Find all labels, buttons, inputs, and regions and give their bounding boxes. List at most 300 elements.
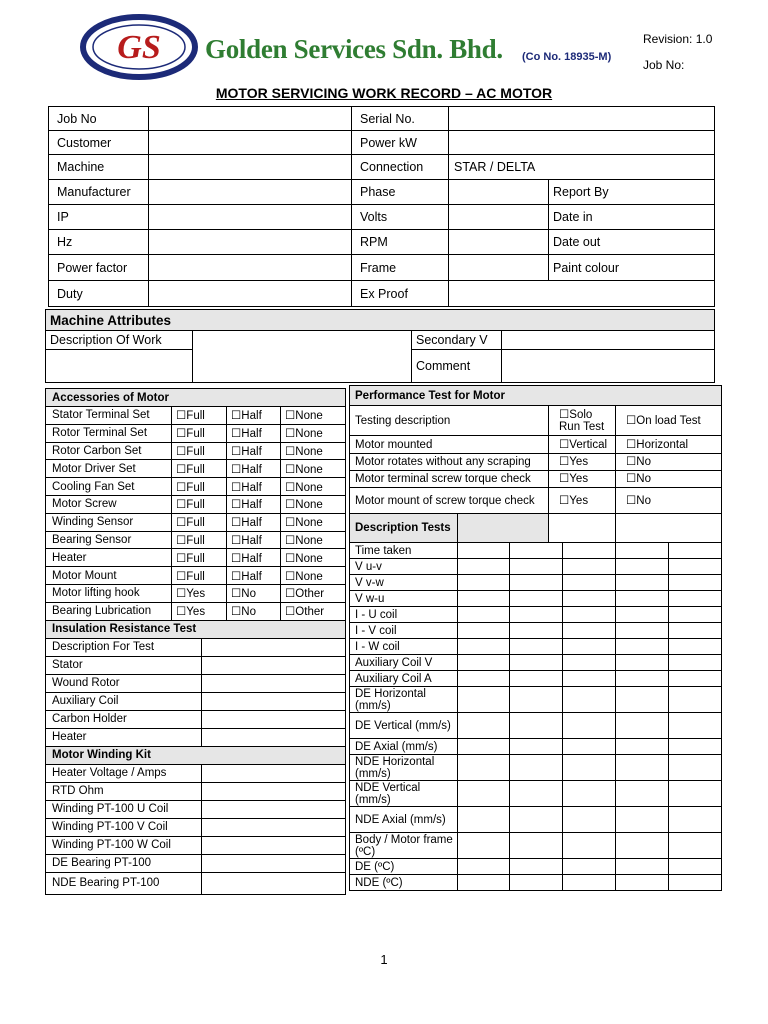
winding-kit-field[interactable] — [202, 782, 346, 800]
test-value[interactable] — [458, 543, 510, 559]
test-value[interactable] — [616, 639, 669, 655]
test-label: DE (ºC) — [350, 859, 458, 875]
info-label: Manufacturer — [49, 180, 149, 205]
test-row — [350, 575, 722, 591]
test-value[interactable] — [669, 623, 722, 639]
test-row — [350, 623, 722, 639]
test-label: NDE Vertical (mm/s) — [350, 781, 458, 807]
test-value[interactable] — [458, 655, 510, 671]
section-heading-row — [46, 746, 346, 764]
test-value[interactable] — [458, 755, 510, 781]
test-value[interactable] — [616, 833, 669, 859]
insulation-label: Description For Test — [46, 638, 202, 656]
info-label: Phase — [352, 180, 449, 205]
info-label: Job No — [49, 107, 149, 131]
performance-check-option-2[interactable]: ☐On load Test — [616, 406, 722, 436]
test-value[interactable] — [616, 781, 669, 807]
info-label: Duty — [49, 281, 149, 307]
accessory-option-2[interactable]: ☐Half — [227, 424, 281, 442]
test-row — [350, 671, 722, 687]
info-field[interactable] — [449, 255, 549, 281]
winding-kit-row — [46, 872, 346, 894]
test-value[interactable] — [458, 623, 510, 639]
test-value[interactable] — [510, 833, 563, 859]
test-value[interactable] — [616, 713, 669, 739]
info-label: Serial No. — [352, 107, 449, 131]
winding-kit-row — [46, 818, 346, 836]
document-title: MOTOR SERVICING WORK RECORD – AC MOTOR — [215, 85, 553, 101]
test-value[interactable] — [563, 575, 616, 591]
winding-kit-field[interactable] — [202, 818, 346, 836]
test-value[interactable] — [669, 543, 722, 559]
tests-heading-row — [350, 514, 722, 543]
info-field[interactable] — [149, 155, 352, 180]
test-value[interactable] — [616, 875, 669, 891]
accessory-label: Heater — [46, 549, 172, 567]
test-value[interactable] — [616, 671, 669, 687]
test-value[interactable] — [563, 781, 616, 807]
performance-heading: Performance Test for Motor — [350, 386, 722, 406]
accessory-option-3[interactable]: ☐None — [281, 478, 346, 496]
test-value[interactable] — [510, 739, 563, 755]
accessory-option-3[interactable]: ☐None — [281, 460, 346, 478]
accessory-option-1[interactable]: ☐Full — [172, 442, 227, 460]
winding-kit-row — [46, 854, 346, 872]
insulation-field[interactable] — [202, 728, 346, 746]
info-field[interactable] — [449, 281, 715, 307]
test-value[interactable] — [616, 543, 669, 559]
test-value[interactable] — [669, 755, 722, 781]
test-value[interactable] — [563, 543, 616, 559]
test-value[interactable] — [669, 781, 722, 807]
section-heading-row — [46, 620, 346, 638]
accessory-option-1[interactable]: ☐Full — [172, 424, 227, 442]
test-row — [350, 543, 722, 559]
insulation-label: Auxiliary Coil — [46, 692, 202, 710]
info-label: Power factor — [49, 255, 149, 281]
test-label: Time taken — [350, 543, 458, 559]
test-value[interactable] — [458, 591, 510, 607]
tests-heading: Description Tests — [350, 514, 458, 543]
info-field[interactable] — [149, 255, 352, 281]
accessory-label: Motor lifting hook — [46, 584, 172, 602]
performance-check-row — [350, 406, 722, 436]
insulation-label: Wound Rotor — [46, 674, 202, 692]
test-label: NDE Horizontal (mm/s) — [350, 755, 458, 781]
section-heading-row — [350, 386, 722, 406]
accessory-row — [46, 513, 346, 531]
test-row — [350, 755, 722, 781]
accessory-option-3[interactable]: ☐None — [281, 549, 346, 567]
info-label: RPM — [352, 230, 449, 255]
test-label: DE Vertical (mm/s) — [350, 713, 458, 739]
test-value[interactable] — [458, 559, 510, 575]
accessory-option-1[interactable]: ☐Full — [172, 567, 227, 585]
winding-kit-label: Winding PT-100 U Coil — [46, 800, 202, 818]
test-value[interactable] — [563, 859, 616, 875]
accessory-option-2[interactable]: ☐Half — [227, 531, 281, 549]
accessory-option-3[interactable]: ☐None — [281, 442, 346, 460]
info-field[interactable] — [449, 230, 549, 255]
test-value[interactable] — [669, 655, 722, 671]
winding-kit-label: RTD Ohm — [46, 782, 202, 800]
performance-check-option-2[interactable]: ☐No — [616, 488, 722, 514]
test-value[interactable] — [510, 859, 563, 875]
info-label: Power kW — [352, 131, 449, 155]
accessory-label: Winding Sensor — [46, 513, 172, 531]
winding-kit-row — [46, 800, 346, 818]
test-value[interactable] — [669, 859, 722, 875]
accessory-option-1[interactable]: ☐Full — [172, 549, 227, 567]
winding-kit-label: NDE Bearing PT-100 — [46, 872, 202, 894]
info-label: Machine — [49, 155, 149, 180]
test-value[interactable] — [563, 739, 616, 755]
company-number: (Co No. 18935-M) — [522, 51, 612, 63]
winding-kit-field[interactable] — [202, 854, 346, 872]
test-row — [350, 655, 722, 671]
accessory-option-1[interactable]: ☐Full — [172, 478, 227, 496]
test-value[interactable] — [669, 671, 722, 687]
winding-kit-field[interactable] — [202, 836, 346, 854]
test-value[interactable] — [458, 875, 510, 891]
performance-check-option-2[interactable]: ☐Horizontal — [616, 436, 722, 454]
test-label: Auxiliary Coil V — [350, 655, 458, 671]
test-row — [350, 875, 722, 891]
accessory-option-2[interactable]: ☐No — [227, 584, 281, 602]
info-field[interactable] — [449, 205, 549, 230]
winding-kit-row — [46, 782, 346, 800]
description-of-work-blank[interactable] — [46, 350, 193, 383]
test-row — [350, 607, 722, 623]
info-field[interactable] — [149, 131, 352, 155]
info-field[interactable] — [449, 180, 549, 205]
info-field[interactable] — [149, 107, 352, 131]
test-value[interactable] — [616, 859, 669, 875]
test-value[interactable] — [563, 591, 616, 607]
motor-info-body — [49, 107, 715, 307]
insulation-field[interactable] — [202, 638, 346, 656]
test-value[interactable] — [616, 739, 669, 755]
performance-test-table — [349, 385, 722, 891]
accessory-label: Cooling Fan Set — [46, 478, 172, 496]
accessory-option-2[interactable]: ☐Half — [227, 495, 281, 513]
performance-check-option-1[interactable]: ☐Solo Run Test — [549, 406, 616, 436]
test-row — [350, 591, 722, 607]
test-value[interactable] — [669, 713, 722, 739]
test-value[interactable] — [616, 559, 669, 575]
performance-check-label: Motor mounted — [350, 436, 549, 454]
test-value[interactable] — [510, 607, 563, 623]
comment-label: Comment — [412, 350, 502, 383]
insulation-label: Carbon Holder — [46, 710, 202, 728]
accessory-option-2[interactable]: ☐Half — [227, 513, 281, 531]
info-field[interactable] — [149, 281, 352, 307]
insulation-row — [46, 710, 346, 728]
test-value[interactable] — [669, 687, 722, 713]
accessory-row — [46, 460, 346, 478]
test-value[interactable] — [510, 671, 563, 687]
tests-heading-blank[interactable] — [616, 514, 722, 543]
test-value[interactable] — [510, 623, 563, 639]
test-row — [350, 739, 722, 755]
test-value[interactable] — [510, 781, 563, 807]
header-job-no: Job No: — [643, 58, 685, 72]
test-value[interactable] — [510, 639, 563, 655]
test-value[interactable] — [458, 607, 510, 623]
performance-test-body — [350, 386, 722, 891]
info-label: Volts — [352, 205, 449, 230]
accessory-option-2[interactable]: ☐Half — [227, 407, 281, 425]
test-value[interactable] — [563, 755, 616, 781]
test-value[interactable] — [458, 687, 510, 713]
test-value[interactable] — [563, 639, 616, 655]
test-value[interactable] — [458, 781, 510, 807]
performance-check-option-1[interactable]: ☐Yes — [549, 488, 616, 514]
accessory-label: Rotor Terminal Set — [46, 424, 172, 442]
test-value[interactable] — [616, 623, 669, 639]
test-value[interactable] — [458, 833, 510, 859]
test-value[interactable] — [510, 875, 563, 891]
info-row — [49, 131, 715, 155]
accessory-option-3[interactable]: ☐None — [281, 407, 346, 425]
accessory-row — [46, 602, 346, 620]
info-label: Hz — [49, 230, 149, 255]
info-field[interactable] — [449, 107, 715, 131]
test-label: DE Axial (mm/s) — [350, 739, 458, 755]
info-field[interactable]: STAR / DELTA — [449, 155, 715, 180]
accessory-option-1[interactable]: ☐Yes — [172, 584, 227, 602]
winding-kit-field[interactable] — [202, 872, 346, 894]
performance-check-label: Motor mount of screw torque check — [350, 488, 549, 514]
winding-kit-label: Winding PT-100 V Coil — [46, 818, 202, 836]
page-number: 1 — [380, 952, 388, 967]
accessory-row — [46, 584, 346, 602]
test-value[interactable] — [669, 591, 722, 607]
insulation-field[interactable] — [202, 656, 346, 674]
performance-check-label: Motor terminal screw torque check — [350, 471, 549, 488]
accessory-option-2[interactable]: ☐Half — [227, 442, 281, 460]
test-value[interactable] — [458, 739, 510, 755]
test-label: V v-w — [350, 575, 458, 591]
test-row — [350, 639, 722, 655]
accessory-option-3[interactable]: ☐None — [281, 513, 346, 531]
accessory-row — [46, 531, 346, 549]
test-value[interactable] — [510, 755, 563, 781]
info-row — [49, 205, 715, 230]
test-label: DE Horizontal (mm/s) — [350, 687, 458, 713]
test-label: I - V coil — [350, 623, 458, 639]
performance-check-label: Motor rotates without any scraping — [350, 454, 549, 471]
test-value[interactable] — [616, 755, 669, 781]
accessory-option-3[interactable]: ☐None — [281, 567, 346, 585]
performance-check-row — [350, 471, 722, 488]
revision-label: Revision: 1.0 — [643, 32, 713, 46]
accessory-option-1[interactable]: ☐Full — [172, 495, 227, 513]
accessory-label: Motor Screw — [46, 495, 172, 513]
test-value[interactable] — [669, 739, 722, 755]
description-of-work-field[interactable] — [193, 331, 412, 383]
test-row — [350, 559, 722, 575]
motor-info-table — [48, 106, 715, 307]
test-value[interactable] — [616, 687, 669, 713]
info-row — [49, 155, 715, 180]
accessory-option-2[interactable]: ☐Half — [227, 549, 281, 567]
performance-check-option-1[interactable]: ☐Yes — [549, 471, 616, 488]
info-row — [49, 255, 715, 281]
test-label: Auxiliary Coil A — [350, 671, 458, 687]
insulation-label: Heater — [46, 728, 202, 746]
accessory-label: Stator Terminal Set — [46, 407, 172, 425]
accessory-option-1[interactable]: ☐Full — [172, 531, 227, 549]
test-value[interactable] — [669, 875, 722, 891]
test-value[interactable] — [616, 575, 669, 591]
accessory-label: Motor Driver Set — [46, 460, 172, 478]
test-value[interactable] — [563, 833, 616, 859]
test-value[interactable] — [458, 713, 510, 739]
test-label: V w-u — [350, 591, 458, 607]
accessory-option-2[interactable]: ☐Half — [227, 478, 281, 496]
accessory-option-3[interactable]: ☐Other — [281, 602, 346, 620]
test-value[interactable] — [669, 607, 722, 623]
test-label: NDE Axial (mm/s) — [350, 807, 458, 833]
test-value[interactable] — [563, 713, 616, 739]
test-value[interactable] — [510, 807, 563, 833]
winding-kit-label: DE Bearing PT-100 — [46, 854, 202, 872]
test-value[interactable] — [616, 655, 669, 671]
test-value[interactable] — [669, 833, 722, 859]
info-label: Frame — [352, 255, 449, 281]
test-value[interactable] — [616, 807, 669, 833]
performance-check-row — [350, 488, 722, 514]
test-value[interactable] — [616, 607, 669, 623]
accessory-row — [46, 407, 346, 425]
accessory-row — [46, 567, 346, 585]
accessory-option-1[interactable]: ☐Yes — [172, 602, 227, 620]
test-value[interactable] — [563, 875, 616, 891]
test-value[interactable] — [563, 655, 616, 671]
winding-kit-field[interactable] — [202, 764, 346, 782]
secondary-v-field[interactable] — [502, 331, 715, 350]
performance-check-option-2[interactable]: ☐No — [616, 471, 722, 488]
accessory-option-1[interactable]: ☐Full — [172, 460, 227, 478]
machine-attributes-table — [45, 309, 715, 383]
accessory-option-3[interactable]: ☐None — [281, 495, 346, 513]
info-field[interactable] — [149, 205, 352, 230]
test-row — [350, 807, 722, 833]
winding-kit-heading: Motor Winding Kit — [46, 746, 346, 764]
insulation-heading: Insulation Resistance Test — [46, 620, 346, 638]
info-field[interactable] — [449, 131, 715, 155]
test-value[interactable] — [669, 575, 722, 591]
winding-kit-row — [46, 836, 346, 854]
comment-field[interactable] — [502, 350, 715, 383]
insulation-label: Stator — [46, 656, 202, 674]
accessory-row — [46, 424, 346, 442]
accessory-label: Rotor Carbon Set — [46, 442, 172, 460]
insulation-field[interactable] — [202, 710, 346, 728]
accessory-option-2[interactable]: ☐No — [227, 602, 281, 620]
performance-check-row — [350, 436, 722, 454]
insulation-row — [46, 674, 346, 692]
machine-attributes-heading: Machine Attributes — [46, 310, 715, 331]
winding-kit-label: Winding PT-100 W Coil — [46, 836, 202, 854]
test-value[interactable] — [510, 655, 563, 671]
test-label: Body / Motor frame (ºC) — [350, 833, 458, 859]
section-heading-row — [46, 389, 346, 407]
test-value[interactable] — [563, 671, 616, 687]
winding-kit-label: Heater Voltage / Amps — [46, 764, 202, 782]
test-value[interactable] — [510, 575, 563, 591]
test-value[interactable] — [510, 591, 563, 607]
test-value[interactable] — [616, 591, 669, 607]
tests-heading-blank[interactable] — [458, 514, 549, 543]
test-value[interactable] — [510, 559, 563, 575]
test-value[interactable] — [669, 639, 722, 655]
test-value[interactable] — [563, 807, 616, 833]
info-label: Customer — [49, 131, 149, 155]
test-value[interactable] — [669, 559, 722, 575]
accessory-row — [46, 549, 346, 567]
info-row — [49, 281, 715, 307]
performance-check-label: Testing description — [350, 406, 549, 436]
test-value[interactable] — [669, 807, 722, 833]
performance-check-option-2[interactable]: ☐No — [616, 454, 722, 471]
accessory-option-1[interactable]: ☐Full — [172, 513, 227, 531]
test-row — [350, 833, 722, 859]
insulation-field[interactable] — [202, 674, 346, 692]
info-field[interactable] — [149, 230, 352, 255]
test-row — [350, 781, 722, 807]
test-value[interactable] — [458, 671, 510, 687]
info-row — [49, 107, 715, 131]
insulation-row — [46, 638, 346, 656]
accessory-option-3[interactable]: ☐Other — [281, 584, 346, 602]
accessory-option-2[interactable]: ☐Half — [227, 567, 281, 585]
test-value[interactable] — [458, 639, 510, 655]
left-column-body — [46, 389, 346, 895]
test-value[interactable] — [563, 607, 616, 623]
winding-kit-field[interactable] — [202, 800, 346, 818]
test-value[interactable] — [458, 575, 510, 591]
test-value[interactable] — [458, 859, 510, 875]
test-value[interactable] — [563, 623, 616, 639]
accessory-option-3[interactable]: ☐None — [281, 424, 346, 442]
info-row — [49, 180, 715, 205]
test-row — [350, 687, 722, 713]
accessory-label: Bearing Sensor — [46, 531, 172, 549]
accessories-heading: Accessories of Motor — [46, 389, 346, 407]
test-value[interactable] — [510, 543, 563, 559]
accessory-row — [46, 442, 346, 460]
test-value[interactable] — [563, 687, 616, 713]
test-value[interactable] — [563, 559, 616, 575]
test-row — [350, 859, 722, 875]
accessory-option-2[interactable]: ☐Half — [227, 460, 281, 478]
winding-kit-row — [46, 764, 346, 782]
tests-heading-blank[interactable] — [549, 514, 616, 543]
accessory-option-1[interactable]: ☐Full — [172, 407, 227, 425]
company-name: Golden Services Sdn. Bhd. — [205, 34, 503, 64]
description-of-work-label: Description Of Work — [46, 331, 193, 350]
performance-check-option-1[interactable]: ☐Vertical — [549, 436, 616, 454]
info-field[interactable] — [149, 180, 352, 205]
test-value[interactable] — [510, 687, 563, 713]
accessory-option-3[interactable]: ☐None — [281, 531, 346, 549]
insulation-field[interactable] — [202, 692, 346, 710]
performance-check-option-1[interactable]: ☐Yes — [549, 454, 616, 471]
test-value[interactable] — [458, 807, 510, 833]
test-value[interactable] — [510, 713, 563, 739]
